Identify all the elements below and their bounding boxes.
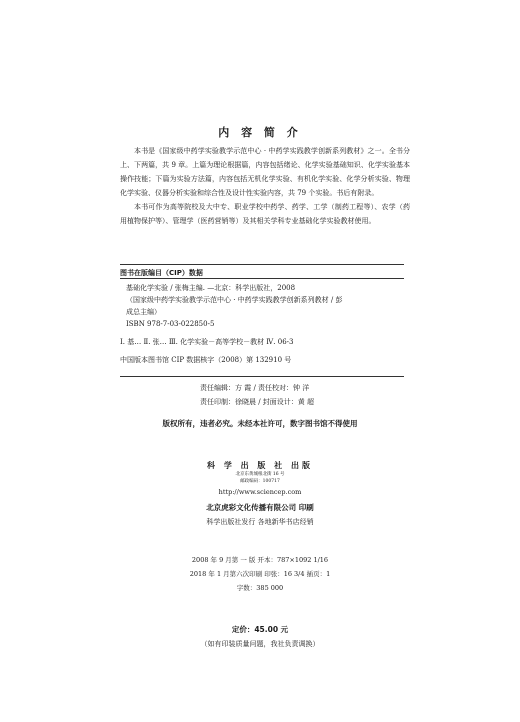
cip-line-series-end: 成总主编） (126, 308, 161, 316)
printer-line: 北京虎彩文化传播有限公司 印刷 (206, 503, 314, 512)
cip-line-classification: Ⅰ. 基… Ⅱ. 张… Ⅲ. 化学实验－高等学校－教材 Ⅳ. 06-3 (120, 338, 294, 346)
intro-paragraph-1: 本书是《国家级中药学实验教学示范中心 · 中药学实践教学创新系列教材》之一。全书分上、下两篇，共 9 章。上篇为理论根据篇，内容包括绪论、化学实验基础知识、化学实验基本操作技能；下篇为实验方法篇，内容包括无机化学实验、有机化学实验、化学分析实验、物理化学实验、仪器分析实验和综合性及设计性实验内容，共 79 个实验。书后有附录。 (120, 147, 410, 197)
edition-specs (0, 553, 520, 595)
rights-statement: 版权所有，违者必究。未经本社许可，数字图书馆不得使用 (162, 419, 358, 428)
specs-printing: 2018 年 1 月第六次印刷 印张：16 3/4 插页：1 (189, 570, 331, 578)
price: 定价：45.00 元 (231, 625, 289, 634)
intro-title: 内 容 简 介 (218, 126, 302, 139)
staff-editors: 责任编辑：方 霞 / 责任校对：钟 洋 (200, 384, 310, 392)
specs-word-count: 字数：385 000 (236, 584, 284, 592)
publisher-postcode: 邮政编码：100717 (240, 479, 280, 484)
publisher-block (0, 460, 520, 527)
intro-paragraph-2: 本书可作为高等院校及大中专、职业学校中药学、药学、工学（制药工程等）、农学（药用植物保护等）、管理学（医药营销等）及其相关学科专业基础化学实验教材使用。 (120, 203, 410, 225)
publisher-address: 北京东黄城根北街 16 号 (235, 472, 285, 477)
cip-line-isbn: ISBN 978-7-03-022850-5 (126, 320, 215, 328)
staff-production: 责任印制：徐晓晨 / 封面设计：黄 超 (200, 398, 315, 406)
cip-top-rule (120, 264, 404, 265)
specs-first-edition: 2008 年 9 月第 一 版 开本：787×1092 1/16 (191, 556, 329, 564)
cip-heading: 图书在版编目（CIP）数据 (120, 269, 203, 277)
cip-bottom-rule (120, 376, 404, 377)
exchange-notice: （如有印装质量问题，我社负责调换） (200, 640, 320, 648)
publisher-name: 科 学 出 版 社 出版 (207, 460, 313, 470)
publisher-url: http://www.sciencep.com (218, 488, 302, 496)
intro-text (120, 144, 410, 228)
cip-line-title: 基础化学实验 / 张梅主编. —北京：科学出版社，2008 (126, 284, 296, 292)
cip-heading-rule (120, 278, 404, 279)
cip-line-record-number: 中国版本图书馆 CIP 数据核字（2008）第 132910 号 (120, 356, 292, 364)
distribution-line: 科学出版社发行 各地新华书店经销 (206, 518, 314, 526)
cip-line-series: （国家级中药学实验教学示范中心 · 中药学实践教学创新系列教材 / 彭 (126, 296, 343, 304)
cip-data (120, 282, 410, 366)
